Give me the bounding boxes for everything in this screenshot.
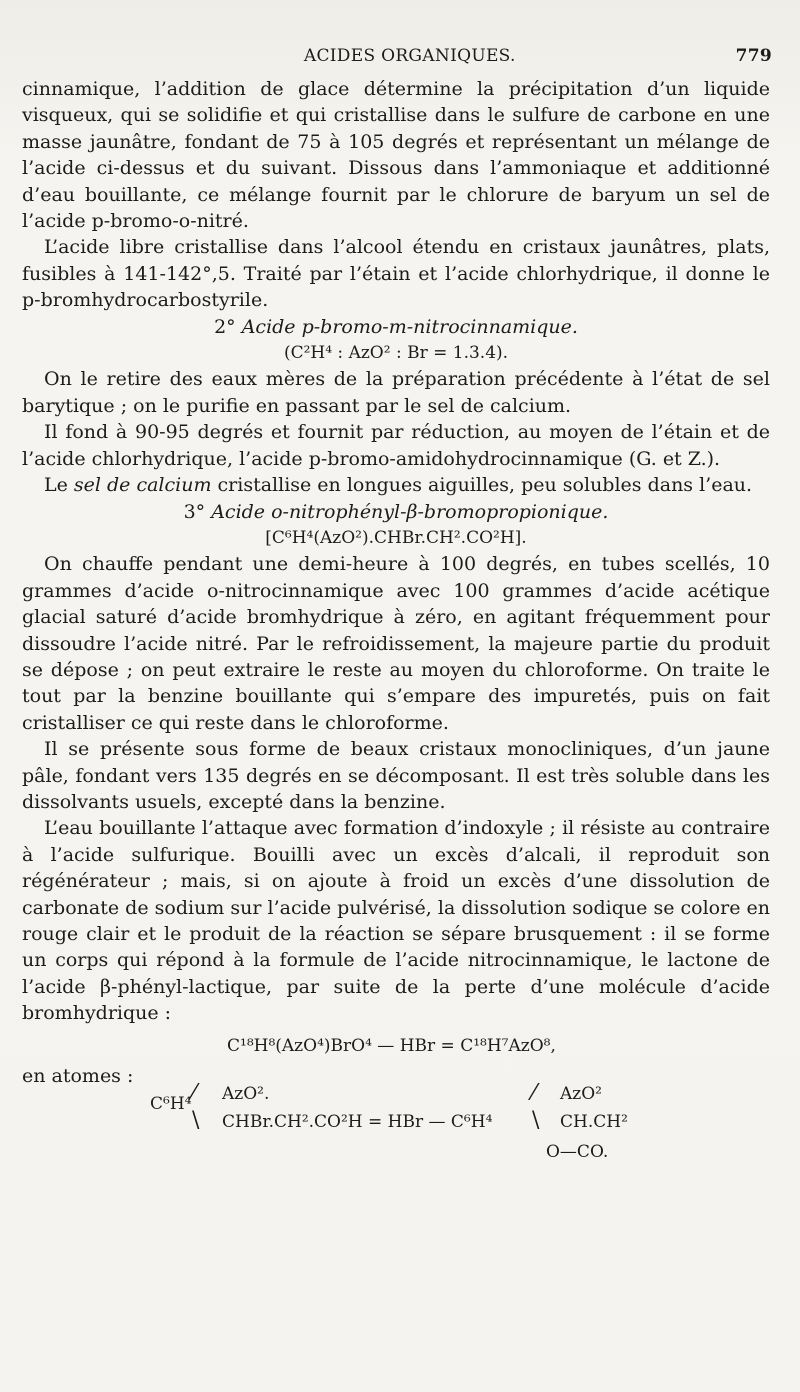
paragraph-3: On le retire des eaux mères de la préparation précédente à l’état de sel barytique ; on le purifie en passant par le sel de calcium. xyxy=(22,368,770,417)
equation-c6h4: C⁶H⁴ xyxy=(150,1093,192,1114)
equation-label: en atomes : xyxy=(22,1064,134,1087)
paragraph-4: Il fond à 90-95 degrés et fournit par réduction, au moyen de l’étain et de l’acide chlorhydrique, l’acide p-bromo-amidohydrocinnamique (G. et Z.). xyxy=(22,421,770,470)
section-2-heading xyxy=(22,314,770,340)
paragraph-7: Il se présente sous forme de beaux cristaux monocliniques, d’un jaune pâle, fondant vers 135 degrés en se décomposant. Il est très soluble dans les dissolvants usuels, excepté dans la benzine. xyxy=(22,738,770,813)
page-body xyxy=(22,76,770,1193)
equation-chch2: CH.CH² xyxy=(560,1111,628,1132)
equation-oco: O—CO. xyxy=(546,1141,609,1162)
paragraph-1: cinnamique, l’addition de glace détermine la précipitation d’un liquide visqueux, qui se solidifie et qui cristallise dans le sulfure de carbone en une masse jaunâtre, fondant de 75 à 105 degrés et représentant un mélange de l’acide ci-dessus et du suivant. Dissous dans l’ammoniaque et additionné d’eau bouillante, ce mélange fournit par le chlorure de baryum un sel de l’acide p-bromo-o-nitré. xyxy=(22,78,770,233)
bond-down-left: \ xyxy=(192,1107,200,1133)
paragraph-5-emphasis: sel de calcium xyxy=(73,474,212,497)
paragraph-5-lead: Le xyxy=(44,474,74,497)
section-2-number: 2° xyxy=(214,315,236,338)
paragraph-5 xyxy=(22,472,770,498)
section-3-formula: [C⁶H⁴(AzO²).CHBr.CH².CO²H]. xyxy=(265,527,527,548)
bond-up-right: ⁄ xyxy=(532,1080,536,1106)
section-2-title: Acide p-bromo-m-nitrocinnamique. xyxy=(241,315,578,338)
equation-line-1: C¹⁸H⁸(AzO⁴)BrO⁴ — HBr = C¹⁸H⁷AzO⁸, xyxy=(227,1035,556,1056)
running-title: ACIDES ORGANIQUES. xyxy=(303,46,516,66)
paragraph-2: L’acide libre cristallise dans l’alcool étendu en cristaux jaunâtres, plats, fusibles à 141-142°,5. Traité par l’étain et l’acide chlorhydrique, il donne le p-bromhydrocarbostyrile. xyxy=(22,236,770,312)
equation-azo2-left: AzO². xyxy=(222,1083,270,1104)
equation-main: CHBr.CH².CO²H = HBr — C⁶H⁴ xyxy=(222,1111,493,1132)
page-number: 779 xyxy=(735,46,772,66)
paragraph-5-rest: cristallise en longues aiguilles, peu solubles dans l’eau. xyxy=(211,474,753,497)
section-3-title: Acide o-nitrophényl-β-bromopropionique. xyxy=(211,500,609,523)
equation-azo2-right: AzO² xyxy=(560,1083,602,1104)
running-header xyxy=(24,46,772,66)
section-3-heading xyxy=(22,499,770,525)
equation-block xyxy=(22,1033,770,1193)
paragraph-8: L’eau bouillante l’attaque avec formation d’indoxyle ; il résiste au contraire à l’acide sulfurique. Bouilli avec un excès d’alcali, il reproduit son régénérateur ; mais, si on ajoute à froid un excès d’une dissolution de carbonate de sodium sur l’acide pulvérisé, la dissolution sodique se colore en rouge clair et le produit de la réaction se sépare brusquement : il se forme un corps qui répond à la formule de l’acide nitrocinnamique, le lactone de l’acide β-phényl-lactique, par suite de la perte d’une molécule d’acide bromhydrique : xyxy=(22,817,770,1025)
section-2-formula: (C²H⁴ : AzO² : Br = 1.3.4). xyxy=(283,343,509,364)
bond-down-right: \ xyxy=(532,1107,540,1133)
bond-up-left: ⁄ xyxy=(192,1080,196,1106)
paragraph-6: On chauffe pendant une demi-heure à 100 degrés, en tubes scellés, 10 grammes d’acide o-nitrocinnamique avec 100 grammes d’acide acétique glacial saturé d’acide bromhydrique à zéro, en agitant fréquemment pour dissoudre l’acide nitré. Par le refroidissement, la majeure partie du produit se dépose ; on peut extraire le reste au moyen du chloroforme. On traite le tout par la benzine bouillante qui s’empare des impuretés, puis on fait cristalliser ce qui reste dans le chloroforme. xyxy=(22,553,770,734)
section-3-number: 3° xyxy=(183,500,206,523)
